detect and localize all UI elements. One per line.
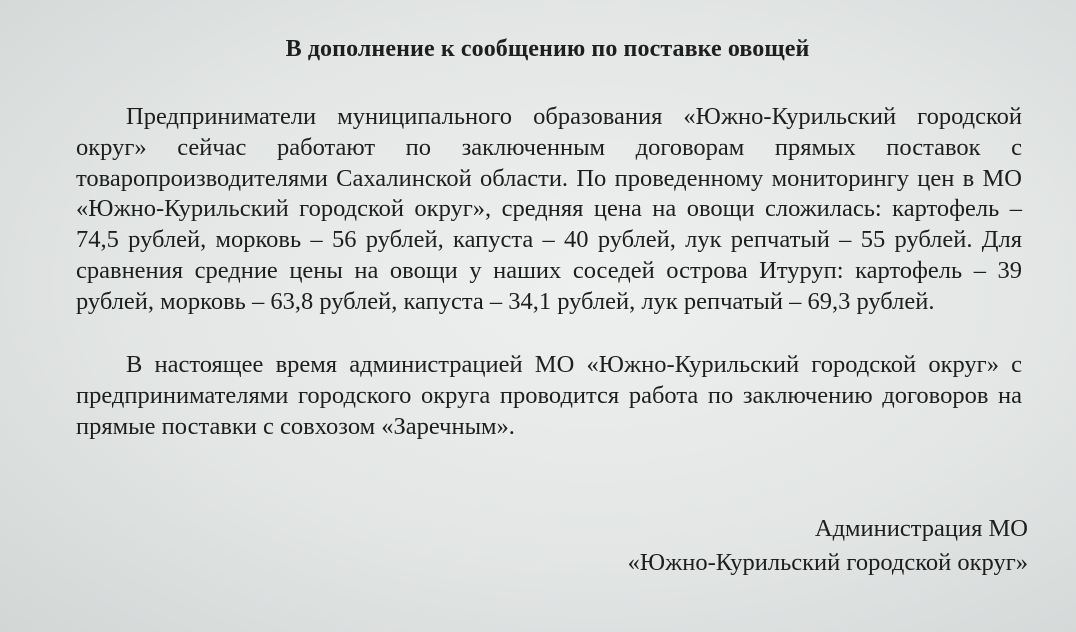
document-title: В дополнение к сообщению по поставке овощей	[285, 36, 810, 62]
paragraph-prices: Предприниматели муниципального образования «Южно-Курильский городской округ» сейчас работают по заключенным договорам прямых поставок с товаропроизводителями Сахалинской области. По проведенному мониторингу цен в МО «Южно-Курильский городской округ», средняя цена на овощи сложилась: картофель – 74,5 рублей, морковь – 56 рублей, капуста – 40 рублей, лук репчатый – 55 рублей. Для сравнения средние цены на овощи у наших соседей острова Итуруп: картофель – 39 рублей, морковь – 63,8 рублей, капуста – 34,1 рублей, лук репчатый – 69,3 рублей.	[76, 103, 1022, 315]
signature-block	[628, 512, 1028, 580]
signature-line-2: «Южно-Курильский городской округ»	[627, 549, 1028, 576]
signature-line-1: Администрация МО	[814, 515, 1028, 542]
paragraph-contracts: В настоящее время администрацией МО «Южно-Курильский городской округ» с предпринимателями городского округа проводится работа по заключению договоров на прямые поставки с совхозом «Заречным».	[76, 351, 1022, 440]
